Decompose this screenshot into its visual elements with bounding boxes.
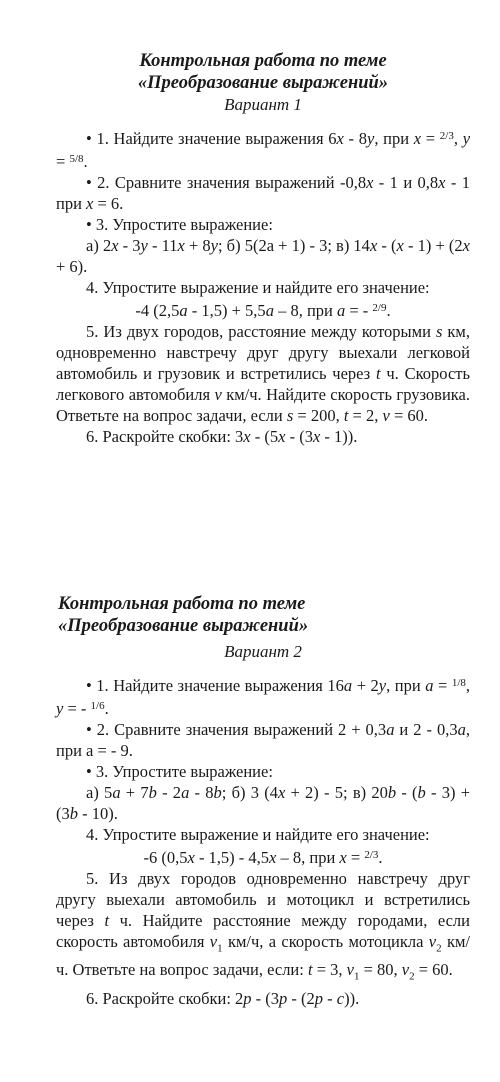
v1-task-4-heading: 4. Упростите выражение и найдите его значение: (86, 278, 430, 297)
v2-task-3-body: а) 5a + 7b - 2a - 8b; б) 3 (4x + 2) - 5; в) 20b - (b - 3) + (3b - 10). (56, 783, 471, 823)
v1-task-3-body: а) 2x - 3y - 11x + 8y; б) 5(2а + 1) - 3; в) 14x - (x - 1) + (2x + 6). (56, 236, 470, 276)
v2-task-6: 6. Раскройте скобки: 2p - (3p - (2p - c)). (86, 988, 360, 1008)
variant-1-label: Вариант 1 (224, 95, 302, 114)
title-line-1: Контрольная работа по теме (58, 594, 306, 614)
v2-task-1: • 1. Найдите значение выражения 16a + 2y, при a = $^{1/8}$, y = - $^{1/6}$. (56, 676, 470, 718)
v1-task-1: • 1. Найдите значение выражения 6x - 8y, при x = $^{2/3}$, y = $^{5/8}$. (56, 129, 471, 171)
title-line-1: Контрольная работа по теме (139, 51, 387, 71)
v2-task-5: 5. Из двух городов одновременно навстречу друг другу выехали автомобиль и мотоцикл и встретились через t ч. Найдите расстояние между городами, если скорость автомобиля $v_1$ км/ч, а скорость мотоцикла $v_2$ км/ч. Ответьте на вопрос задачи, если: t = 3, $v_1 = 80$, $v_2 = 60$. (56, 869, 470, 983)
variant-2-section (0, 593, 500, 1009)
v2-task-2: • 2. Сравните значения выражений 2 + 0,3a и 2 - 0,3a, при а = - 9. (56, 720, 470, 760)
v1-task-2: • 2. Сравните значения выражений -0,8x - 1 и 0,8x - 1 при x = 6. (56, 173, 470, 213)
title-line-2: «Преобразование выражений» (137, 73, 389, 93)
variant-1-section (0, 50, 500, 447)
v1-task-3-heading: • 3. Упростите выражение: (86, 215, 273, 234)
title-line-2: «Преобразование выражений» (58, 616, 309, 636)
v1-task-5: 5. Из двух городов, расстояние между которыми s км, одновременно навстречу друг другу выехали легковой автомобиль и грузовик и встретились через t ч. Скорость легкового автомобиля v км/ч. Найдите скорость грузовика. Ответьте на вопрос задачи, если s = 200, t = 2, v = 60. (56, 322, 470, 425)
v1-task-6: 6. Раскройте скобки: 3x - (5x - (3x - 1)). (86, 427, 358, 446)
variant-2-title (56, 593, 470, 637)
v2-task-4-heading: 4. Упростите выражение и найдите его значение: (86, 825, 430, 844)
variant-2-label: Вариант 2 (224, 642, 302, 661)
v1-task-4-expression: -4 (2,5a - 1,5) + 5,5a – 8, при a = - $^{2/9}$. (135, 301, 391, 320)
v2-task-3-heading: • 3. Упростите выражение: (86, 762, 273, 781)
variant-1-title (56, 50, 470, 94)
v2-task-4-expression: -6 (0,5x - 1,5) - 4,5x – 8, при x = $^{2/3}$. (143, 848, 383, 867)
